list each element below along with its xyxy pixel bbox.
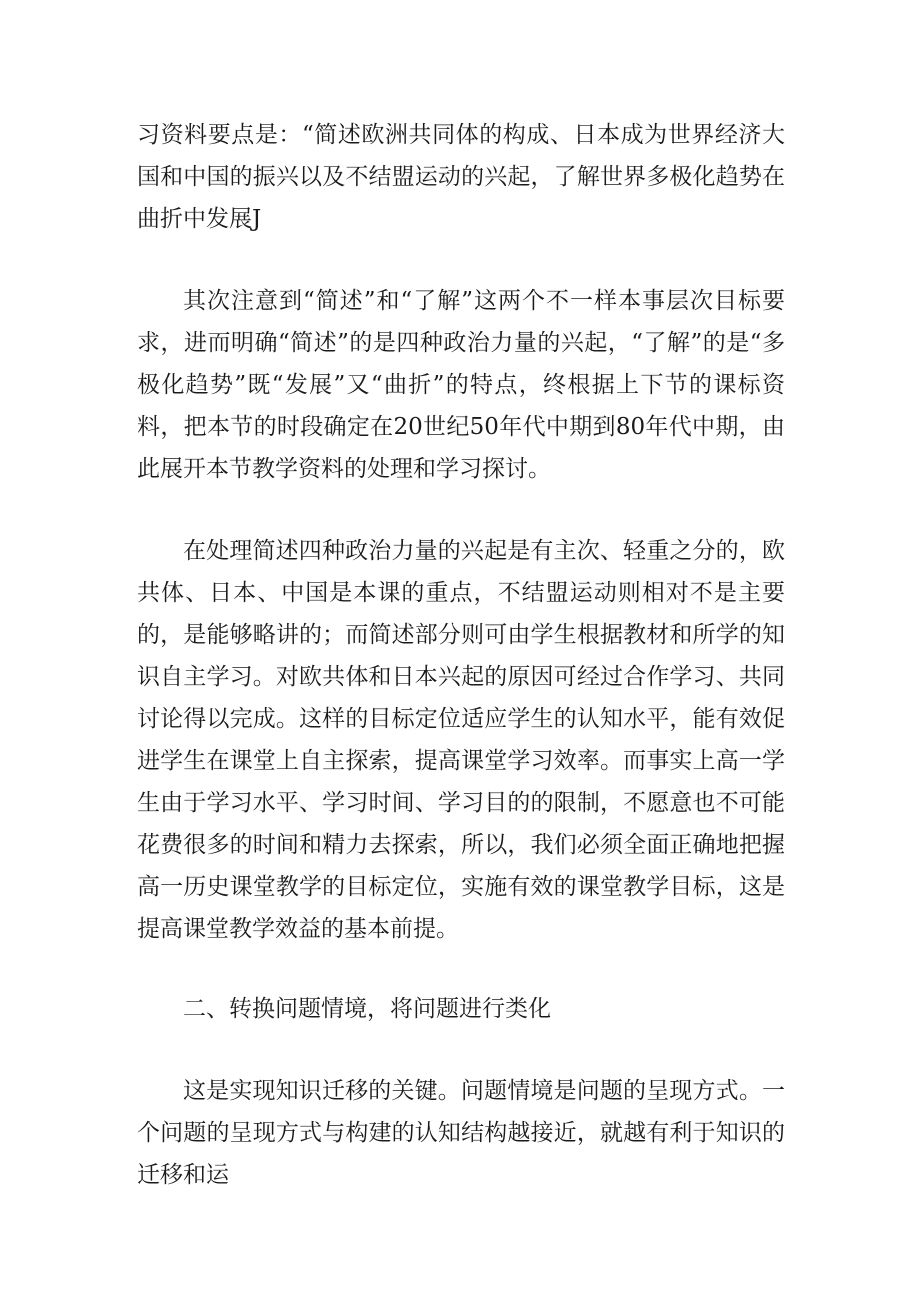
paragraph-continuation: 习资料要点是：“简述欧洲共同体的构成、日本成为世界经济大国和中国的振兴以及不结盟运动的兴起，了解世界多极化趋势在曲折中发展J	[137, 122, 785, 232]
paragraph-fourth: 这是实现知识迁移的关键。问题情境是问题的呈现方式。一个问题的呈现方式与构建的认知结构越接近，就越有利于知识的迁移和运	[137, 1078, 785, 1188]
paragraph-second: 其次注意到“简述”和“了解”这两个不一样本事层次目标要求，进而明确“简述”的是四种政治力量的兴起，“了解”的是“多极化趋势”既“发展”又“曲折”的特点，终根据上下节的课标资料，把本节的时段确定在20世纪50年代中期到80年代中期，由此展开本节教学资料的处理和学习探讨。	[137, 288, 785, 482]
paragraph-third: 在处理简述四种政治力量的兴起是有主次、轻重之分的，欧共体、日本、中国是本课的重点，不结盟运动则相对不是主要的，是能够略讲的；而简述部分则可由学生根据教材和所学的知识自主学习。对欧共体和日本兴起的原因可经过合作学习、共同讨论得以完成。这样的目标定位适应学生的认知水平，能有效促进学生在课堂上自主探索，提高课堂学习效率。而事实上高一学生由于学习水平、学习时间、学习目的的限制，不愿意也不可能花费很多的时间和精力去探索，所以，我们必须全面正确地把握高一历史课堂教学的目标定位，实施有效的课堂教学目标，这是提高课堂教学效益的基本前提。	[137, 538, 785, 942]
section-heading: 二、转换问题情境，将问题进行类化	[183, 996, 551, 1022]
document-body	[137, 114, 785, 1196]
